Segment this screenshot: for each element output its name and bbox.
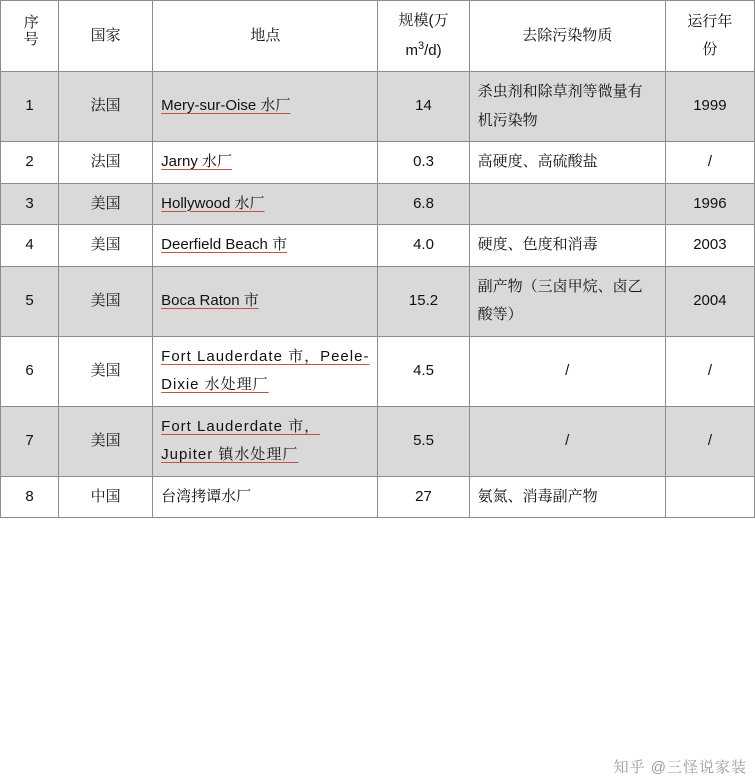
cell-seq: 5 [1,266,59,336]
watermark-text: 知乎 @三怪说家装 [613,759,747,776]
header-country: 国家 [59,1,153,72]
cell-country: 美国 [59,266,153,336]
cell-scale: 4.5 [378,336,469,406]
table-row [1,336,755,406]
table-row [1,266,755,336]
cell-place: Jarny 水厂 [153,142,378,184]
header-seq [1,1,59,72]
cell-year: 1996 [665,183,754,225]
cell-year: / [665,336,754,406]
cell-place: Mery-sur-Oise 水厂 [153,72,378,142]
cell-country: 法国 [59,72,153,142]
table-row [1,142,755,184]
cell-country: 法国 [59,142,153,184]
header-year-line2: 份 [702,41,718,58]
cell-year [665,476,754,518]
cell-country: 美国 [59,336,153,406]
cell-country: 美国 [59,406,153,476]
cell-pollutants: / [469,336,665,406]
cell-seq: 4 [1,225,59,267]
cell-year: / [665,142,754,184]
cell-place: Fort Lauderdate 市，Jupiter 镇水处理厂 [153,406,378,476]
cell-seq: 7 [1,406,59,476]
cell-country: 美国 [59,183,153,225]
cell-scale: 5.5 [378,406,469,476]
header-scale-exponent: 3 [417,39,425,52]
cell-year: / [665,406,754,476]
cell-place: Deerfield Beach 市 [153,225,378,267]
cell-seq: 8 [1,476,59,518]
header-scale [378,1,469,72]
table-row [1,183,755,225]
table-row [1,406,755,476]
cell-place: Hollywood 水厂 [153,183,378,225]
table-row [1,476,755,518]
header-scale-line1: 规模(万 [398,12,449,29]
cell-pollutants: 杀虫剂和除草剂等微量有机污染物 [469,72,665,142]
header-year [665,1,754,72]
header-pollutants: 去除污染物质 [469,1,665,72]
cell-place: Boca Raton 市 [153,266,378,336]
cell-seq: 3 [1,183,59,225]
cell-year: 1999 [665,72,754,142]
header-scale-line2: $m^3/d$) [405,39,442,59]
header-place: 地点 [153,1,378,72]
cell-scale: 15.2 [378,266,469,336]
cell-scale: 6.8 [378,183,469,225]
cell-country: 美国 [59,225,153,267]
cell-year: 2004 [665,266,754,336]
table-header-row [1,1,755,72]
cell-seq: 6 [1,336,59,406]
cell-pollutants: 高硬度、高硫酸盐 [469,142,665,184]
cell-pollutants: 硬度、色度和消毒 [469,225,665,267]
cell-country: 中国 [59,476,153,518]
cell-pollutants: / [469,406,665,476]
cell-pollutants: 副产物（三卤甲烷、卤乙酸等） [469,266,665,336]
cell-scale: 27 [378,476,469,518]
table-row [1,225,755,267]
cell-scale: 14 [378,72,469,142]
cell-pollutants: 氨氮、消毒副产物 [469,476,665,518]
cell-scale: 4.0 [378,225,469,267]
header-year-line1: 运行年 [687,12,733,30]
cell-pollutants [469,183,665,225]
cell-year: 2003 [665,225,754,267]
table-row [1,72,755,142]
cell-scale: 0.3 [378,142,469,184]
header-seq-label: 序号 [21,13,39,48]
cell-place: Fort Lauderdate 市，Peele- Dixie 水处理厂 [153,336,378,406]
cell-seq: 2 [1,142,59,184]
cell-seq: 1 [1,72,59,142]
cell-place: 台湾拷谭水厂 [153,476,378,518]
